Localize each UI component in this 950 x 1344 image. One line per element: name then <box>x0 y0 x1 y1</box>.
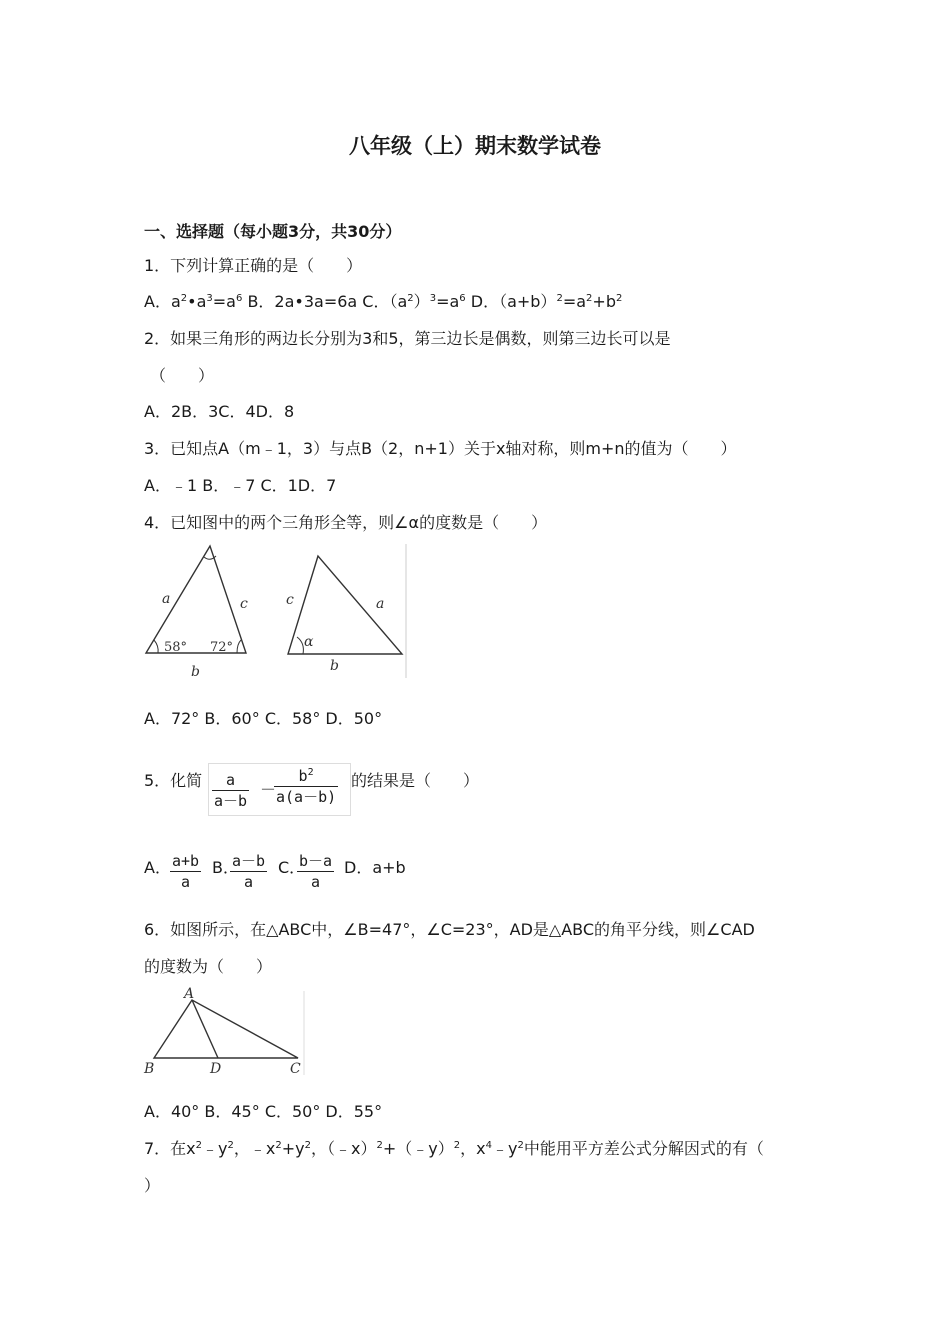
q3-stem: 3．已知点A（m﹣1，3）与点B（2，n+1）关于x轴对称，则m+n的值为（ ） <box>144 439 737 458</box>
q5-option-a-fraction: $\frac{a+b}{a}$ <box>172 852 200 891</box>
t2-label-a: a <box>376 596 385 612</box>
q1-stem: 1．下列计算正确的是（ ） <box>144 256 363 275</box>
q6-stem: 6．如图所示，在△ABC中，∠B=47°，∠C=23°，AD是△ABC的角平分线，则∠CAD <box>144 920 755 939</box>
q5-f2-denominator: a(a－b) <box>276 788 337 806</box>
q5-f1-numerator: a <box>212 770 249 791</box>
q5-option-c-fraction: $\frac{b-a}{a}$ <box>299 852 333 891</box>
page-title: 八年级（上）期末数学试卷 <box>349 134 601 158</box>
q2-stem: 2．如果三角形的两边长分别为3和5，第三边长是偶数，则第三边长可以是 <box>144 329 671 348</box>
t2-label-c: c <box>286 592 294 608</box>
q5-option-a-label: A． <box>144 858 171 877</box>
q5-minus: － <box>260 780 277 799</box>
q5-f2-numerator: $b^2$ <box>274 766 338 787</box>
q6-options: A．40° B．45° C．50° D．55° <box>144 1102 383 1121</box>
section-heading: 一、选择题（每小题3分，共30分） <box>144 222 402 241</box>
q4-stem: 4．已知图中的两个三角形全等，则∠α的度数是（ ） <box>144 513 548 532</box>
triangle-abc <box>154 1000 298 1058</box>
q6-stem-continued: 的度数为（ ） <box>144 957 273 976</box>
q2-stem-continued: （ ） <box>150 366 215 385</box>
q7-stem: 7．在$x^2﹣y^2$，$﹣x^2+y^2$，（﹣x）$^2$+（﹣y）$^2$，$x^4﹣y^2$中能用平方差公式分解因式的有（ <box>144 1139 764 1158</box>
q4-options: A．72° B．60° C．58° D．50° <box>144 709 383 728</box>
q5-option-c-label: C． <box>278 858 306 877</box>
congruent-triangles-figure <box>140 540 410 682</box>
q5-stem-prefix: 5．化简 <box>144 771 203 790</box>
q5-option-b-fraction: $\frac{a-b}{a}$ <box>232 852 266 891</box>
q5-fraction-2 <box>274 766 338 807</box>
t1-label-b: b <box>191 664 200 680</box>
q2-options: A．2B．3C．4D．8 <box>144 402 295 421</box>
triangle-1-right-arc <box>237 640 241 653</box>
q5-stem-suffix: 的结果是（ ） <box>351 771 480 790</box>
q5-option-b-label: B． <box>212 858 239 877</box>
t1-label-c: c <box>240 596 248 612</box>
triangle-1 <box>146 546 246 653</box>
label-c: C <box>290 1061 301 1077</box>
label-b: B <box>144 1061 155 1077</box>
q5-option-d: D．a+b <box>344 858 406 877</box>
label-d: D <box>210 1061 222 1077</box>
t1-angle-72: 72° <box>210 640 234 655</box>
q3-options: A．﹣1 B．﹣7 C．1D．7 <box>144 476 337 495</box>
t2-label-alpha: α <box>304 634 314 650</box>
triangle-abc-figure <box>140 985 310 1077</box>
q7-stem-continued: ） <box>144 1176 161 1195</box>
triangle-1-left-arc <box>154 640 158 653</box>
q5-fraction-1 <box>212 770 249 811</box>
t2-label-b: b <box>330 658 339 674</box>
angle-bisector-ad <box>192 1000 218 1058</box>
label-a: A <box>184 986 195 1002</box>
t1-angle-58: 58° <box>164 640 188 655</box>
t1-label-a: a <box>162 591 171 607</box>
q5-f1-denominator: a－b <box>214 792 248 810</box>
triangle-2-alpha-arc <box>297 637 303 654</box>
q1-options: A．$a^2•a^3=a^6$ B．2a•3a=6a C．$(a^2)^3=a^6$ D．$(a+b)^2=a^2+b^2$ <box>144 292 623 311</box>
